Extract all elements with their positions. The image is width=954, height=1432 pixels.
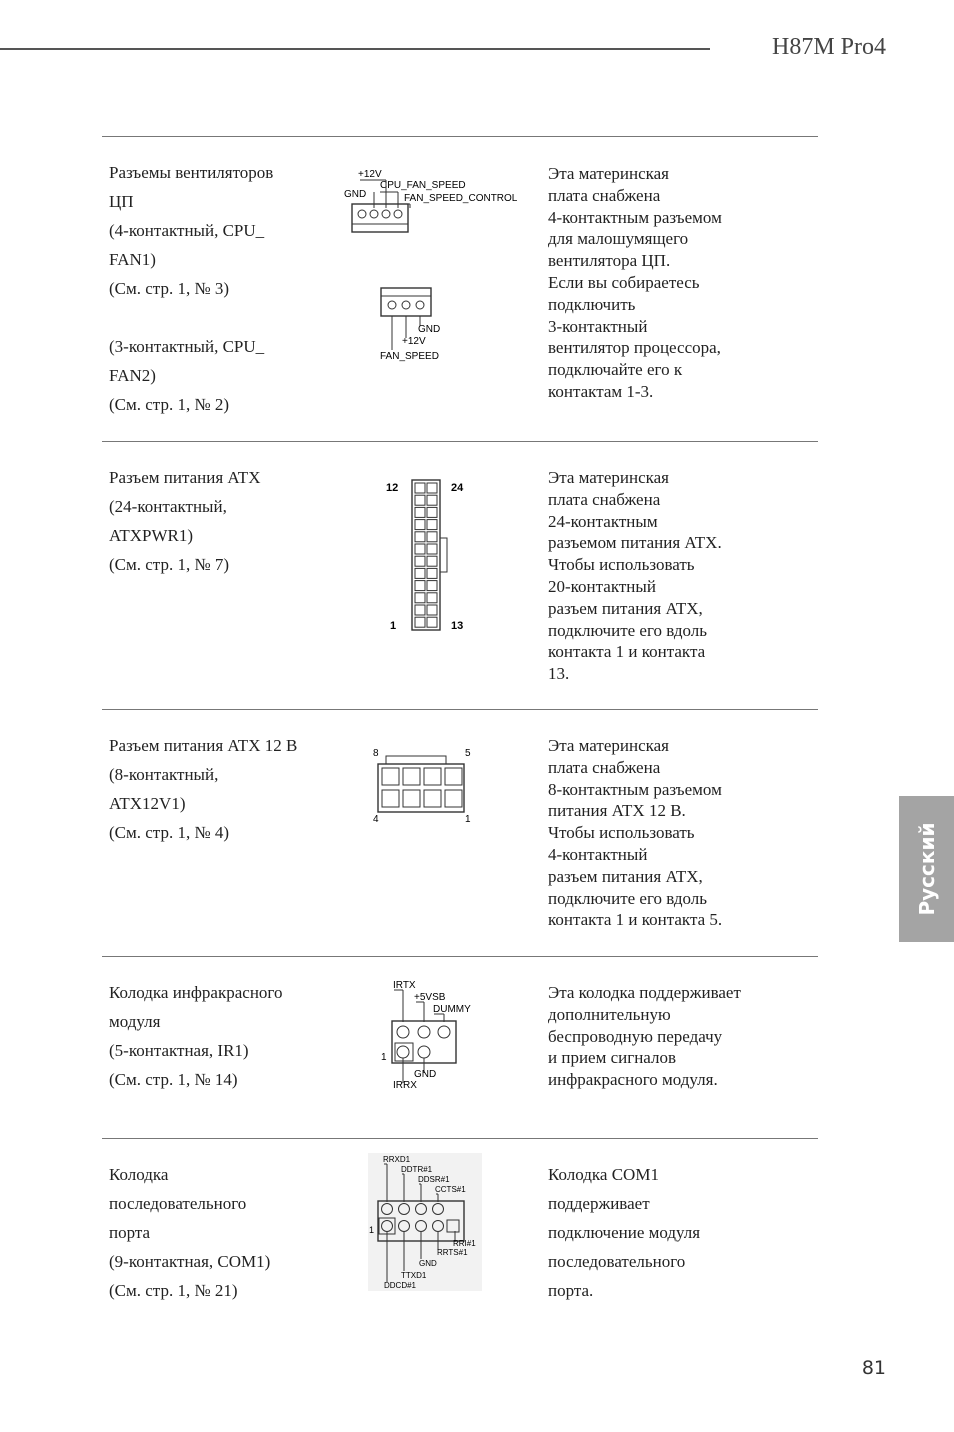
text-line: (24-контактный, xyxy=(109,497,227,516)
pin-label: CPU_FAN_SPEED xyxy=(380,180,466,191)
pin-label: 24 xyxy=(451,482,464,494)
model-title: H87M Pro4 xyxy=(771,34,886,60)
pin-label: 8 xyxy=(373,748,379,759)
cpu-fan-description xyxy=(109,158,339,419)
pin-label: RRI#1 xyxy=(453,1239,476,1248)
pin-label: 1 xyxy=(390,620,397,632)
text-line: Чтобы использовать xyxy=(548,555,695,575)
pin-label: +12V xyxy=(358,169,382,180)
divider xyxy=(102,709,818,710)
language-tab-label: Русский xyxy=(914,822,939,916)
atx-power-explanation xyxy=(548,467,798,685)
pin-cell xyxy=(427,593,437,603)
text-line: (3-контактный, CPU_ xyxy=(109,337,265,356)
com-description xyxy=(109,1160,339,1305)
text-line: подключите его вдоль xyxy=(548,620,708,640)
divider xyxy=(102,136,818,137)
text-line: вентилятор процессора, xyxy=(548,338,721,358)
pin-cell xyxy=(427,520,437,530)
text-line: порта xyxy=(109,1223,151,1242)
cpu-fan-diagram xyxy=(340,164,530,364)
pin-cell xyxy=(427,483,437,493)
text-line: 4-контактным разъемом xyxy=(548,207,722,227)
text-line: (См. стр. 1, № 4) xyxy=(109,823,230,842)
text-line: контактам 1-3. xyxy=(548,381,654,401)
pin-label: DUMMY xyxy=(433,1004,471,1015)
text-line: вентилятора ЦП. xyxy=(548,251,671,271)
text-line: (4-контактный, CPU_ xyxy=(109,221,265,240)
text-line: инфракрасного модуля. xyxy=(548,1070,718,1090)
pin-label: FAN_SPEED_CONTROL xyxy=(404,193,518,204)
pin-cell xyxy=(415,483,425,493)
pin-cell xyxy=(415,544,425,554)
pin-cell xyxy=(427,556,437,566)
atx12v-8pin-diagram xyxy=(368,742,478,828)
text-line: последовательного xyxy=(548,1252,686,1271)
text-line: беспроводную передачу xyxy=(548,1026,723,1046)
text-line: (См. стр. 1, № 2) xyxy=(109,395,230,414)
pin-label: 4 xyxy=(373,814,379,825)
text-line: поддерживает xyxy=(548,1194,650,1213)
pin-label: FAN_SPEED xyxy=(380,351,439,362)
text-line: 13. xyxy=(548,664,570,684)
text-line: разъем питания ATX, xyxy=(548,598,703,618)
divider xyxy=(102,1138,818,1139)
text-line: Если вы собираетесь xyxy=(548,272,700,292)
atx-power-description xyxy=(109,463,339,579)
pin-label: 1 xyxy=(465,814,471,825)
divider xyxy=(102,441,818,442)
pin-cell xyxy=(415,568,425,578)
pin-label: DDSR#1 xyxy=(418,1175,450,1184)
text-line: Колодка xyxy=(109,1165,169,1184)
text-line: подключите его вдоль xyxy=(548,888,708,908)
pin-cell xyxy=(427,605,437,615)
pin-cell xyxy=(415,532,425,542)
text-line: Эта материнская xyxy=(548,164,669,183)
text-line: Колодка COM1 xyxy=(548,1165,659,1184)
pin-cell xyxy=(415,617,425,627)
text-line: Эта материнская xyxy=(548,736,669,755)
text-line: плата снабжена xyxy=(548,185,661,205)
language-tab xyxy=(899,796,954,942)
pin-cell xyxy=(427,532,437,542)
text-line: питания ATX 12 В. xyxy=(548,801,686,821)
text-line: (См. стр. 1, № 14) xyxy=(109,1070,238,1089)
pin-label: DDTR#1 xyxy=(401,1165,433,1174)
pin-label: TTXD1 xyxy=(401,1271,427,1280)
ir-description xyxy=(109,978,339,1094)
com-header-diagram xyxy=(368,1153,482,1291)
pin-label: GND xyxy=(419,1259,437,1268)
text-line: (5-контактная, IR1) xyxy=(109,1041,249,1060)
text-line: порта. xyxy=(548,1281,594,1300)
text-line: (См. стр. 1, № 21) xyxy=(109,1281,238,1300)
text-line: и прием сигналов xyxy=(548,1048,677,1068)
pin-label: DDCD#1 xyxy=(384,1281,417,1290)
pin-label: GND xyxy=(418,324,441,335)
text-line: подключить xyxy=(548,294,636,314)
pin-label: CCTS#1 xyxy=(435,1185,466,1194)
pin-label: 1 xyxy=(381,1052,387,1063)
text-line: FAN1) xyxy=(109,250,156,269)
pin-label: 5 xyxy=(465,748,471,759)
pin-cell xyxy=(415,556,425,566)
text-line: 20-контактный xyxy=(548,576,656,596)
atx12v-explanation xyxy=(548,735,798,931)
pin-label: GND xyxy=(344,189,367,200)
pin-label: RRXD1 xyxy=(383,1155,411,1164)
text-line: подключение модуля xyxy=(548,1223,701,1242)
text-line: Разъем питания ATX 12 В xyxy=(109,736,298,755)
pin-cell xyxy=(415,507,425,517)
text-line: ATXPWR1) xyxy=(109,526,194,545)
text-line: плата снабжена xyxy=(548,757,661,777)
pin-label: IRRX xyxy=(393,1080,417,1091)
text-line: (См. стр. 1, № 3) xyxy=(109,279,230,298)
com-explanation xyxy=(548,1160,798,1305)
text-line: FAN2) xyxy=(109,366,156,385)
cpu-fan-explanation xyxy=(548,163,798,403)
pin-cell xyxy=(427,507,437,517)
text-line: 8-контактным разъемом xyxy=(548,779,722,799)
ir-explanation xyxy=(548,982,798,1091)
text-line: дополнительную xyxy=(548,1004,671,1024)
text-line: 24-контактным xyxy=(548,511,658,531)
text-line: плата снабжена xyxy=(548,489,661,509)
header-rule xyxy=(0,48,710,50)
text-line: Эта колодка поддерживает xyxy=(548,983,741,1002)
text-line: Чтобы использовать xyxy=(548,823,695,843)
pin-label: +5VSB xyxy=(414,992,446,1003)
pin-label: +12V xyxy=(402,336,426,347)
pin-cell xyxy=(427,617,437,627)
pin-label: IRTX xyxy=(393,980,416,991)
text-line: Разъем питания ATX xyxy=(109,468,261,487)
text-line: (См. стр. 1, № 7) xyxy=(109,555,230,574)
text-line: для малошумящего xyxy=(548,229,689,249)
pin-cell xyxy=(415,520,425,530)
pin-cell xyxy=(427,581,437,591)
pin-cell xyxy=(415,581,425,591)
text-line: Разъемы вентиляторов xyxy=(109,163,274,182)
pin-cell xyxy=(415,593,425,603)
pin-label: 13 xyxy=(451,620,464,632)
pin-label: 1 xyxy=(369,1225,375,1235)
text-line: контакта 1 и контакта 5. xyxy=(548,910,723,930)
pin-label: 12 xyxy=(386,482,399,494)
ir-header-diagram xyxy=(376,976,486,1094)
text-line: Колодка инфракрасного xyxy=(109,983,283,1002)
text-line: 4-контактный xyxy=(548,844,648,864)
atx12v-description xyxy=(109,731,339,847)
text-line: ATX12V1) xyxy=(109,794,186,813)
text-line: подключайте его к xyxy=(548,360,683,380)
text-line: последовательного xyxy=(109,1194,247,1213)
page-number: 81 xyxy=(861,1357,886,1379)
atx-24pin-diagram xyxy=(380,474,480,634)
pin-cell xyxy=(427,495,437,505)
pin-cell xyxy=(415,495,425,505)
pin-cell xyxy=(427,568,437,578)
text-line: модуля xyxy=(109,1012,161,1031)
text-line: 3-контактный xyxy=(548,316,648,336)
pin-cell xyxy=(415,605,425,615)
pin-cell xyxy=(427,544,437,554)
divider xyxy=(102,956,818,957)
text-line: (9-контактная, COM1) xyxy=(109,1252,271,1271)
text-line: разъем питания ATX, xyxy=(548,866,703,886)
pin-label: RRTS#1 xyxy=(437,1248,468,1257)
pin-label: GND xyxy=(414,1069,437,1080)
text-line: контакта 1 и контакта xyxy=(548,642,706,662)
text-line: ЦП xyxy=(109,192,134,211)
text-line: Эта материнская xyxy=(548,468,669,487)
text-line: разъемом питания ATX. xyxy=(548,533,722,553)
text-line: (8-контактный, xyxy=(109,765,219,784)
